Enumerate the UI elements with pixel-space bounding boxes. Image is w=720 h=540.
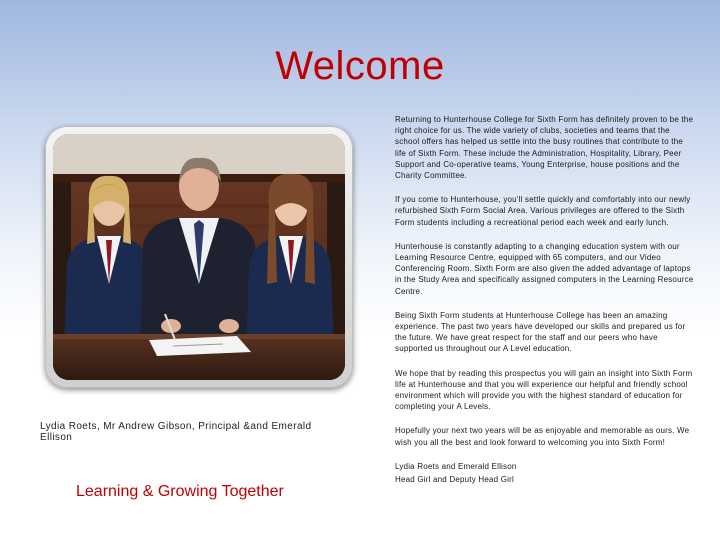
paragraph: Returning to Hunterhouse College for Sixth Form has definitely proven to be the right choice for us. The wide variety of clubs, societies and teams that the school offers has helped us settle into the busy routines that contribute to the life of Sixth Form. These include the Administration, Hospitality, Library, Peer Support and Co-operative teams, Young Enterprise, house positions and the Charity Committee.	[395, 115, 694, 181]
paragraph: Hunterhouse is constantly adapting to a changing education system with our Learning Resource Centre, equipped with 65 computers, and our Video Conferencing Room. Sixth Form are also given the added advantage of laptops in the Study Area and specifically assigned computers in the Learning Resource Centre.	[395, 241, 694, 296]
paragraph: Being Sixth Form students at Hunterhouse College has been an amazing experience. The past two years have developed our skills and prepared us for the future. We have great respect for the staff and our peers who have supported us throughout our A Level education.	[395, 310, 686, 354]
group-photo	[53, 134, 345, 380]
paragraph: If you come to Hunterhouse, you'll settle quickly and comfortably into our newly refurbished Sixth Form Social Area. Various privileges are offered to the Sixth Form students including a recreational period each week and early lunch.	[395, 195, 691, 227]
welcome-body-text	[395, 114, 695, 487]
signature-roles: Head Girl and Deputy Head Girl	[395, 475, 514, 485]
paragraph: We hope that by reading this prospectus you will gain an insight into Sixth Form life at Hunterhouse and that you will experience our helpful and friendly school environment which will provide you with the highest standard of education for completing your A Levels.	[395, 368, 693, 412]
page-title: Welcome	[275, 44, 445, 88]
paragraph: Hopefully your next two years will be as enjoyable and memorable as ours. We wish you all the best and look forward to welcoming you into Sixth Form!	[395, 426, 690, 447]
signature-names: Lydia Roets and Emerald Ellison	[395, 461, 517, 471]
photo-caption: Lydia Roets, Mr Andrew Gibson, Principal &and Emerald Ellison	[40, 421, 312, 443]
photo-frame	[45, 126, 353, 388]
slogan: Learning & Growing Together	[76, 483, 284, 500]
